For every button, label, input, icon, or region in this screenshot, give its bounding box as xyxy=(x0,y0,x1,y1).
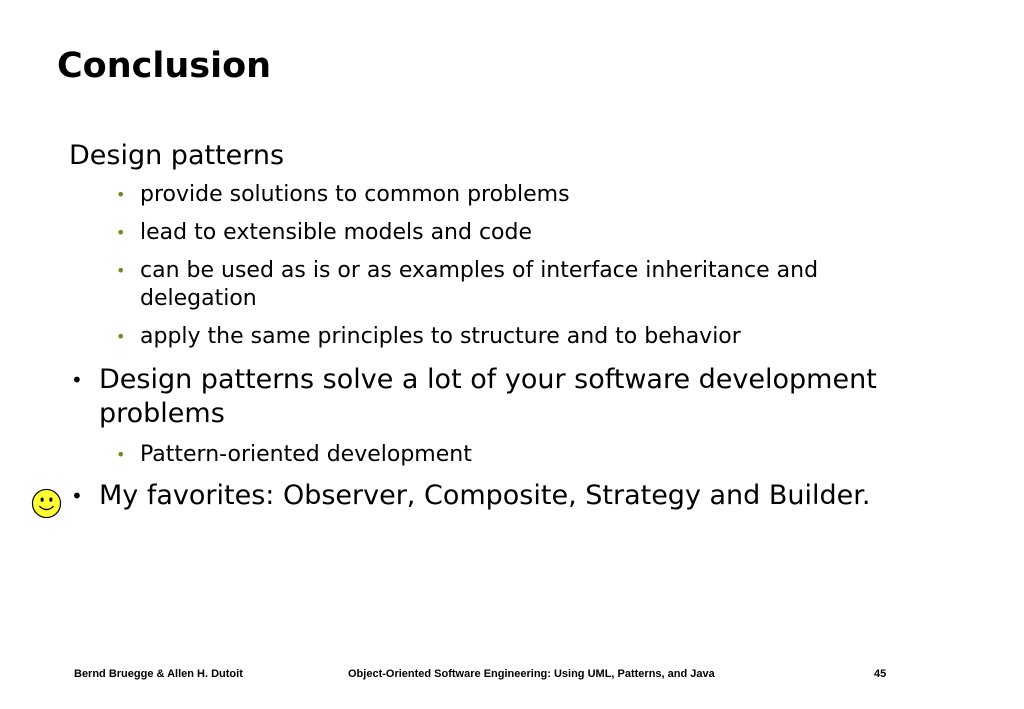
list-item-text: My favorites: Observer, Composite, Strategy and Builder. xyxy=(99,480,871,511)
sub-list-item-text: provide solutions to common problems xyxy=(140,182,570,207)
sub-list-item xyxy=(116,323,910,351)
sub-list-item xyxy=(116,441,910,469)
footer-book-title: Object-Oriented Software Engineering: Using UML, Patterns, and Java xyxy=(348,668,715,680)
page-number: 45 xyxy=(874,668,887,680)
sub-list-item-text: can be used as is or as examples of interface inheritance and delegation xyxy=(140,258,819,311)
sub-bullet-icon: • xyxy=(116,185,126,204)
sub-list-item xyxy=(116,257,910,313)
intro-heading: Design patterns xyxy=(69,140,285,171)
slide-title: Conclusion xyxy=(57,46,272,86)
sub-list-item-text: Pattern-oriented development xyxy=(140,442,472,467)
sub-list-item xyxy=(116,181,910,209)
list-item-text: Design patterns solve a lot of your software development problems xyxy=(99,364,877,429)
sub-bullet-icon: • xyxy=(116,327,126,346)
sub-bullet-icon: • xyxy=(116,445,126,464)
bullet-icon: • xyxy=(71,484,83,508)
sub-bullet-icon: • xyxy=(116,223,126,242)
sub-list-item xyxy=(116,219,910,247)
bullet-icon: • xyxy=(71,368,83,392)
sub-list-item-text: lead to extensible models and code xyxy=(140,220,533,245)
sub-list-item-text: apply the same principles to structure and to behavior xyxy=(140,324,741,349)
footer-authors: Bernd Bruegge & Allen H. Dutoit xyxy=(74,668,243,680)
smiley-icon xyxy=(31,488,62,519)
list-item xyxy=(71,363,899,431)
list-item xyxy=(71,479,899,513)
sub-bullet-icon: • xyxy=(116,261,126,280)
